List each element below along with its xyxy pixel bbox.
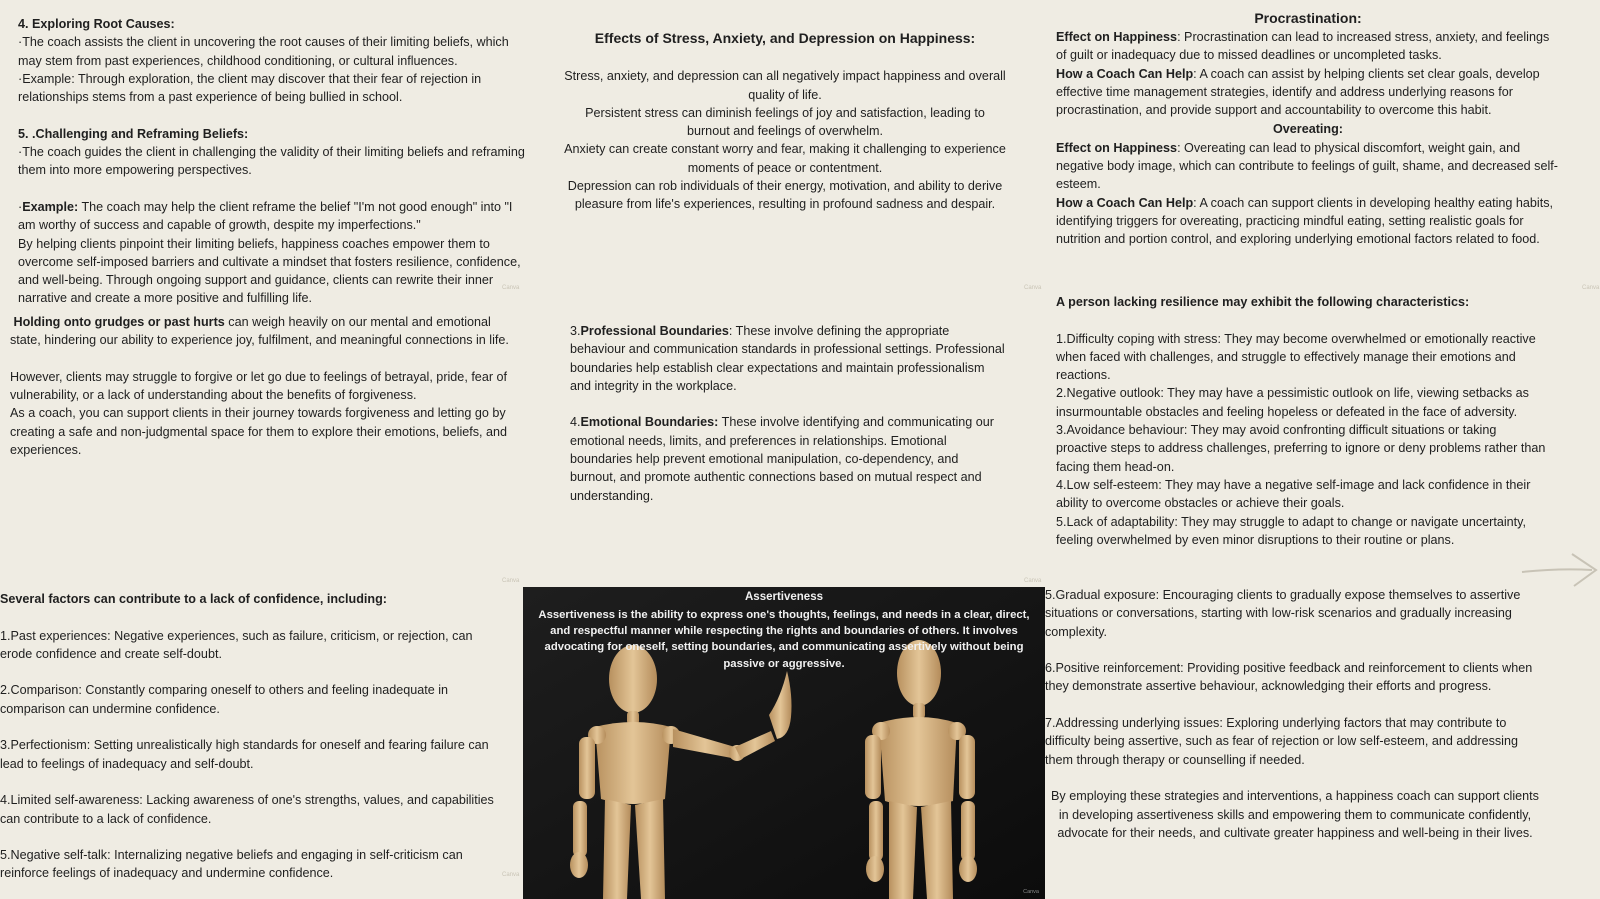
emo-num: 4. [570,415,581,430]
confidence-panel [0,590,500,890]
overeating-heading: Overeating: [1273,122,1343,137]
root-causes-line: ·Example: Through exploration, the client may discover that their fear of rejection in relationships stems from a past experience of being bullied in school. [18,71,482,105]
grudges-intro [10,313,510,350]
assertive-strategies-panel [1045,586,1545,886]
watermark: Canva [502,872,520,878]
strategies-closing: By employing these strategies and interventions, a happiness coach can support clients in developing assertiveness skills and empowering them to communicate confidently, advocate for their needs, and cultivate greater happiness and well-being in their lives. [1051,789,1539,840]
effect-text: : Procrastination can lead to increased stress, anxiety, and feelings of guilt or inadequacy due to missed deadlines or uncompleted tasks. [1056,30,1550,63]
resilience-panel [1056,293,1546,585]
resilience-item: 4.Low self-esteem: They may have a negative self-image and lack confidence in their ability to overcome obstacles or achieve their goals. [1056,477,1531,511]
emo-label: Emotional Boundaries: [580,415,719,430]
resilience-item: 3.Avoidance behaviour: They may avoid confronting difficult situations or taking proactive steps to address challenges, preferring to ignore or deny problems rather than facing them head-on. [1056,423,1546,474]
assertiveness-text: Assertiveness is the ability to express one's thoughts, feelings, and needs in a clear, direct, and respectful manner while respecting the rights and boundaries of others. It involves advocating for oneself, setting boundaries, and communicating assertively without being passive or aggressive. [538,609,1030,670]
emo-text: These involve identifying and communicating our emotional needs, limits, and preferences in relationships. Emotional boundaries help prevent emotional manipulation, co-dependency, and burnout, and promote authentic connections based on mutual respect and understanding. [570,415,994,503]
confidence-item: 3.Perfectionism: Setting unrealistically high standards for oneself and fearing failure can lead to feelings of inadequacy and self-doubt. [0,738,489,771]
grudges-para: However, clients may struggle to forgive or let go due to feelings of betrayal, pride, fear of vulnerability, or a lack of understanding about the benefits of forgiveness. [10,369,508,403]
assertiveness-photo-panel [523,587,1045,899]
prof-label: Professional Boundaries [580,324,729,338]
confidence-item: 4.Limited self-awareness: Lacking awareness of one's strengths, values, and capabilities can contribute to a lack of confidence. [0,793,494,826]
reframing-example [18,198,528,235]
prof-text: : These involve defining the appropriate behaviour and communication standards in professional settings. Professional boundaries help establish clear expectations and maintain professionalism and integrity in the workplace. [570,324,1005,393]
effect-label: Effect on Happiness [1056,140,1178,155]
effects-line: Depression can rob individuals of their energy, motivation, and ability to derive pleasure from life's experiences, resulting in profound sadness and despair. [567,179,1003,212]
reframing-line: ·The coach guides the client in challenging the validity of their limiting beliefs and reframing them into more empowering perspectives. [18,145,525,178]
watermark: Canva [502,578,520,584]
canva-credit-logo: Canva [1023,889,1039,895]
procrastination-overeating-panel [1056,9,1560,293]
watermark: Canva [1582,285,1600,291]
procrastination-help [1056,65,1560,120]
help-text: : A coach can support clients in developing healthy eating habits, identifying triggers for overeating, practicing mindful eating, setting realistic goals for nutrition and portion control, and exploring underlying emotional factors related to food. [1056,195,1554,247]
confidence-item: 1.Past experiences: Negative experiences, such as failure, criticism, or rejection, can erode confidence and create self-doubt. [0,628,473,661]
overeating-help [1056,194,1560,249]
effects-line: Persistent stress can diminish feelings of joy and satisfaction, leading to burnout and feelings of overwhelm. [585,105,985,139]
professional-boundaries [570,322,1006,395]
reframing-closing: By helping clients pinpoint their limiting beliefs, happiness coaches empower them to overcome self-imposed barriers and cultivate a mindset that fosters resilience, confidence, and well-being. Through ongoing support and guidance, clients can rewrite their inner narrative and create a more positive and fulfilling life. [18,236,521,306]
watermark: Canva [1024,285,1042,291]
assertiveness-title: Assertiveness [745,591,823,603]
watermark: Canva [502,285,520,291]
resilience-item: 2.Negative outlook: They may have a pessimistic outlook on life, viewing setbacks as insurmountable obstacles and feeling hopeless or defeated in the face of adversity. [1056,386,1529,419]
resilience-item: 5.Lack of adaptability: They may struggle to adapt to change or navigate uncertainty, feeling overwhelmed by even minor disruptions to their routine or plans. [1056,514,1526,547]
strategy-item: 5.Gradual exposure: Encouraging clients to gradually expose themselves to assertive situations or conversations, starting with low-risk scenarios and gradually increasing complexity. [1045,588,1521,639]
example-label: Example: [22,199,79,214]
root-causes-heading: 4. Exploring Root Causes: [18,17,175,31]
help-label: How a Coach Can Help [1056,195,1194,210]
resilience-heading: A person lacking resilience may exhibit the following characteristics: [1056,295,1470,309]
grudges-rest: can weigh heavily on our mental and emotional state, hindering our ability to experience joy, fulfilment, and meaningful connections in life. [10,315,509,348]
help-text: : A coach can assist by helping clients set clear goals, develop effective time management strategies, identify and address underlying reasons for procrastination, and provide support and accountability to overcome this habit. [1056,66,1540,118]
effects-line: Stress, anxiety, and depression can all negatively impact happiness and overall quality of life. [564,69,1006,102]
overeating-effect [1056,139,1560,194]
effects-panel [563,29,1007,249]
grudges-bold: Holding onto grudges or past hurts [13,315,225,329]
confidence-item: 5.Negative self-talk: Internalizing negative beliefs and engaging in self-criticism can reinforce feelings of inadequacy and undermine confidence. [0,848,463,881]
confidence-item: 2.Comparison: Constantly comparing oneself to others and feeling inadequate in comparison can undermine confidence. [0,683,449,716]
strategy-item: 6.Positive reinforcement: Providing positive feedback and reinforcement to clients when they demonstrate assertive behaviour, acknowledging their efforts and progress. [1045,661,1533,694]
effects-line: Anxiety can create constant worry and fear, making it challenging to experience moments of peace or contentment. [564,142,1006,175]
strategy-item: 7.Addressing underlying issues: Exploring underlying factors that may contribute to difficulty being assertive, such as fear of rejection or low self-esteem, and addressing them through therapy or counselling if needed. [1045,716,1518,767]
prof-num: 3. [570,324,581,338]
emotional-boundaries [570,413,1006,504]
procrastination-heading: Procrastination: [1254,10,1362,26]
resilience-item: 1.Difficulty coping with stress: They may become overwhelmed or emotionally reactive when faced with challenges, and struggle to effectively manage their emotions and reactions. [1056,331,1536,383]
reframing-heading: 5. .Challenging and Reframing Beliefs: [18,126,249,141]
procrastination-effect [1056,28,1560,65]
boundaries-panel [570,322,1006,512]
grudges-para: As a coach, you can support clients in their journey towards forgiveness and letting go by creating a safe and non-judgmental space for them to explore their emotions, beliefs, and experiences. [10,406,508,458]
watermark: Canva [1024,578,1042,584]
example-prefix: · [18,199,23,214]
grudges-panel [10,313,510,493]
help-label: How a Coach Can Help [1056,66,1194,81]
root-causes-line: ·The coach assists the client in uncovering the root causes of their limiting beliefs, which may stem from past experiences, childhood conditioning, or cultural influences. [18,35,509,68]
example-text: The coach may help the client reframe the belief "I'm not good enough" into "I am worthy of success and capable of growth, despite my imperfections." [18,199,513,233]
arrow-right-icon [1520,550,1600,590]
effects-heading: Effects of Stress, Anxiety, and Depression on Happiness: [594,30,976,46]
effect-label: Effect on Happiness [1056,30,1178,44]
root-causes-panel [18,15,528,306]
effect-text: : Overeating can lead to physical discomfort, weight gain, and negative body image, which can contribute to feelings of guilt, shame, and decreased self-esteem. [1056,140,1558,192]
confidence-heading: Several factors can contribute to a lack of confidence, including: [0,592,387,606]
